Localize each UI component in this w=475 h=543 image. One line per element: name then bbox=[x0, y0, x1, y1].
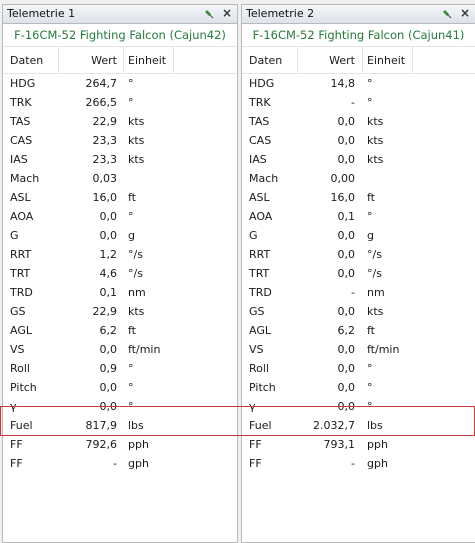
row-unit: kts bbox=[367, 115, 384, 128]
row-label: G bbox=[249, 229, 258, 242]
row-label: TRD bbox=[10, 286, 33, 299]
table-row[interactable] bbox=[242, 340, 475, 359]
panel-title: Telemetrie 2 bbox=[246, 7, 315, 20]
row-value: 23,3 bbox=[92, 153, 117, 166]
row-unit: ft bbox=[128, 191, 136, 204]
table-row[interactable] bbox=[242, 112, 475, 131]
panel-titlebar[interactable] bbox=[242, 5, 475, 24]
row-value: 22,9 bbox=[92, 305, 117, 318]
pin-icon[interactable] bbox=[204, 9, 214, 19]
row-label: AOA bbox=[10, 210, 34, 223]
row-unit: pph bbox=[128, 438, 149, 451]
row-value: 0,0 bbox=[337, 267, 355, 280]
table-row[interactable] bbox=[3, 264, 237, 283]
table-row[interactable] bbox=[3, 226, 237, 245]
table-row[interactable] bbox=[242, 226, 475, 245]
row-value: 793,1 bbox=[323, 438, 355, 451]
panel-title: Telemetrie 1 bbox=[7, 7, 76, 20]
row-value: 6,2 bbox=[99, 324, 117, 337]
row-value: 0,0 bbox=[337, 305, 355, 318]
column-header-einheit[interactable]: Einheit bbox=[367, 54, 406, 67]
row-unit: pph bbox=[367, 438, 388, 451]
row-label: AOA bbox=[249, 210, 273, 223]
telemetry-panel-1 bbox=[2, 4, 238, 543]
row-label: TAS bbox=[249, 115, 270, 128]
row-label: HDG bbox=[249, 77, 275, 90]
row-unit: ft/min bbox=[367, 343, 400, 356]
row-value: - bbox=[351, 286, 355, 299]
row-label: VS bbox=[249, 343, 264, 356]
table-row[interactable] bbox=[3, 207, 237, 226]
row-label: TRK bbox=[249, 96, 271, 109]
row-unit: ft/min bbox=[128, 343, 161, 356]
row-unit: ° bbox=[367, 96, 373, 109]
row-unit: nm bbox=[128, 286, 146, 299]
row-value: 22,9 bbox=[92, 115, 117, 128]
row-value: 0,00 bbox=[330, 172, 355, 185]
row-value: 0,0 bbox=[99, 210, 117, 223]
table-row[interactable] bbox=[3, 74, 237, 93]
row-label: TAS bbox=[10, 115, 31, 128]
close-icon[interactable]: × bbox=[459, 6, 471, 20]
panel-titlebar[interactable] bbox=[3, 5, 237, 24]
row-unit: ° bbox=[128, 210, 134, 223]
row-value: 0,0 bbox=[337, 362, 355, 375]
row-label: FF bbox=[10, 457, 23, 470]
row-value: - bbox=[351, 457, 355, 470]
row-unit: kts bbox=[367, 305, 384, 318]
table-row[interactable] bbox=[242, 283, 475, 302]
row-label: Pitch bbox=[249, 381, 276, 394]
table-row[interactable] bbox=[3, 188, 237, 207]
row-value: 0,0 bbox=[337, 134, 355, 147]
table-row[interactable] bbox=[3, 150, 237, 169]
row-label: ASL bbox=[10, 191, 31, 204]
table-header bbox=[242, 47, 475, 74]
table-row[interactable] bbox=[3, 169, 237, 188]
row-label: AGL bbox=[249, 324, 271, 337]
row-value: - bbox=[351, 96, 355, 109]
row-unit: ° bbox=[367, 362, 373, 375]
row-unit: °/s bbox=[128, 248, 143, 261]
table-row[interactable] bbox=[242, 131, 475, 150]
row-value: 0,0 bbox=[337, 153, 355, 166]
row-label: VS bbox=[10, 343, 25, 356]
row-value: 0,0 bbox=[337, 248, 355, 261]
row-unit: lbs bbox=[128, 419, 144, 432]
column-header-daten[interactable]: Daten bbox=[249, 54, 283, 67]
table-row[interactable] bbox=[3, 302, 237, 321]
row-label: FF bbox=[249, 438, 262, 451]
row-unit: kts bbox=[128, 153, 145, 166]
row-unit: ft bbox=[367, 324, 375, 337]
row-unit: kts bbox=[128, 305, 145, 318]
table-row[interactable] bbox=[242, 245, 475, 264]
table-row[interactable] bbox=[3, 340, 237, 359]
row-unit: kts bbox=[367, 153, 384, 166]
row-label: Pitch bbox=[10, 381, 37, 394]
table-row[interactable] bbox=[242, 264, 475, 283]
row-value: 0,0 bbox=[99, 229, 117, 242]
row-label: CAS bbox=[249, 134, 272, 147]
table-row[interactable] bbox=[3, 283, 237, 302]
row-unit: g bbox=[128, 229, 135, 242]
row-label: Fuel bbox=[10, 419, 33, 432]
row-unit: nm bbox=[367, 286, 385, 299]
table-row[interactable] bbox=[3, 321, 237, 340]
row-value: 0,0 bbox=[337, 381, 355, 394]
row-unit: ft bbox=[367, 191, 375, 204]
row-unit: ° bbox=[367, 210, 373, 223]
table-row[interactable] bbox=[242, 93, 475, 112]
row-unit: ° bbox=[128, 362, 134, 375]
table-row[interactable] bbox=[3, 435, 237, 454]
row-unit: ° bbox=[128, 400, 134, 413]
row-label: ASL bbox=[249, 191, 270, 204]
table-row[interactable] bbox=[242, 435, 475, 454]
row-value: 0,0 bbox=[337, 343, 355, 356]
row-unit: ° bbox=[128, 96, 134, 109]
row-label: G bbox=[10, 229, 19, 242]
row-unit: ° bbox=[128, 77, 134, 90]
row-value: 0,9 bbox=[99, 362, 117, 375]
table-row[interactable] bbox=[3, 359, 237, 378]
table-row[interactable] bbox=[242, 207, 475, 226]
column-header-daten[interactable]: Daten bbox=[10, 54, 44, 67]
row-unit: °/s bbox=[367, 248, 382, 261]
row-value: 0,03 bbox=[92, 172, 117, 185]
row-value: 16,0 bbox=[92, 191, 117, 204]
row-value: 792,6 bbox=[85, 438, 117, 451]
row-value: 0,0 bbox=[337, 115, 355, 128]
row-label: IAS bbox=[249, 153, 267, 166]
row-unit: kts bbox=[128, 134, 145, 147]
table-header bbox=[3, 47, 237, 74]
row-unit: g bbox=[367, 229, 374, 242]
table-row[interactable] bbox=[3, 378, 237, 397]
row-value: 0,0 bbox=[99, 343, 117, 356]
row-value: 0,1 bbox=[99, 286, 117, 299]
row-label: TRK bbox=[10, 96, 32, 109]
table-row[interactable] bbox=[3, 416, 237, 435]
table-row[interactable] bbox=[242, 416, 475, 435]
row-unit: gph bbox=[128, 457, 149, 470]
row-unit: ° bbox=[367, 400, 373, 413]
row-value: 16,0 bbox=[330, 191, 355, 204]
row-label: TRD bbox=[249, 286, 272, 299]
row-value: 6,2 bbox=[337, 324, 355, 337]
table-row[interactable] bbox=[242, 359, 475, 378]
table-row[interactable] bbox=[3, 131, 237, 150]
table-row[interactable] bbox=[242, 188, 475, 207]
row-unit: ft bbox=[128, 324, 136, 337]
row-label: Fuel bbox=[249, 419, 272, 432]
row-value: 0,1 bbox=[337, 210, 355, 223]
table-row[interactable] bbox=[242, 169, 475, 188]
column-header-einheit[interactable]: Einheit bbox=[128, 54, 167, 67]
row-value: 0,0 bbox=[99, 400, 117, 413]
row-label: γ bbox=[10, 400, 17, 413]
telemetry-panel-2 bbox=[241, 4, 475, 543]
row-label: RRT bbox=[249, 248, 271, 261]
row-label: Roll bbox=[10, 362, 30, 375]
aircraft-name: F-16CM-52 Fighting Falcon (Cajun41) bbox=[242, 24, 475, 47]
table-row[interactable] bbox=[242, 454, 475, 473]
table-row[interactable] bbox=[3, 93, 237, 112]
row-value: - bbox=[113, 457, 117, 470]
row-value: 1,2 bbox=[99, 248, 117, 261]
row-label: FF bbox=[10, 438, 23, 451]
table-row[interactable] bbox=[3, 397, 237, 416]
row-value: 0,0 bbox=[99, 381, 117, 394]
table-row[interactable] bbox=[242, 302, 475, 321]
pin-icon[interactable] bbox=[442, 9, 452, 19]
aircraft-name: F-16CM-52 Fighting Falcon (Cajun42) bbox=[3, 24, 237, 47]
row-value: 817,9 bbox=[85, 419, 117, 432]
row-unit: °/s bbox=[367, 267, 382, 280]
row-label: HDG bbox=[10, 77, 36, 90]
row-unit: ° bbox=[367, 381, 373, 394]
row-unit: °/s bbox=[128, 267, 143, 280]
row-label: TRT bbox=[10, 267, 31, 280]
column-header-wert[interactable]: Wert bbox=[329, 54, 355, 67]
row-label: RRT bbox=[10, 248, 32, 261]
telemetry-table bbox=[242, 74, 475, 473]
table-row[interactable] bbox=[242, 74, 475, 93]
row-unit: ° bbox=[128, 381, 134, 394]
table-row[interactable] bbox=[242, 397, 475, 416]
row-value: 0,0 bbox=[337, 400, 355, 413]
row-label: FF bbox=[249, 457, 262, 470]
row-value: 266,5 bbox=[85, 96, 117, 109]
table-row[interactable] bbox=[3, 112, 237, 131]
table-row[interactable] bbox=[3, 245, 237, 264]
row-unit: lbs bbox=[367, 419, 383, 432]
row-label: GS bbox=[249, 305, 265, 318]
row-label: Mach bbox=[10, 172, 40, 185]
row-label: γ bbox=[249, 400, 256, 413]
row-value: 0,0 bbox=[337, 229, 355, 242]
row-unit: kts bbox=[128, 115, 145, 128]
row-unit: kts bbox=[367, 134, 384, 147]
row-label: AGL bbox=[10, 324, 32, 337]
row-value: 264,7 bbox=[85, 77, 117, 90]
row-unit: gph bbox=[367, 457, 388, 470]
close-icon[interactable]: × bbox=[221, 6, 233, 20]
row-value: 23,3 bbox=[92, 134, 117, 147]
row-value: 14,8 bbox=[330, 77, 355, 90]
row-value: 2.032,7 bbox=[313, 419, 355, 432]
row-label: IAS bbox=[10, 153, 28, 166]
table-row[interactable] bbox=[242, 378, 475, 397]
row-label: Mach bbox=[249, 172, 279, 185]
row-value: 4,6 bbox=[99, 267, 117, 280]
table-row[interactable] bbox=[242, 321, 475, 340]
table-row[interactable] bbox=[3, 454, 237, 473]
table-row[interactable] bbox=[242, 150, 475, 169]
row-label: CAS bbox=[10, 134, 33, 147]
row-label: GS bbox=[10, 305, 26, 318]
column-header-wert[interactable]: Wert bbox=[91, 54, 117, 67]
row-unit: ° bbox=[367, 77, 373, 90]
row-label: Roll bbox=[249, 362, 269, 375]
telemetry-table bbox=[3, 74, 237, 473]
row-label: TRT bbox=[249, 267, 270, 280]
